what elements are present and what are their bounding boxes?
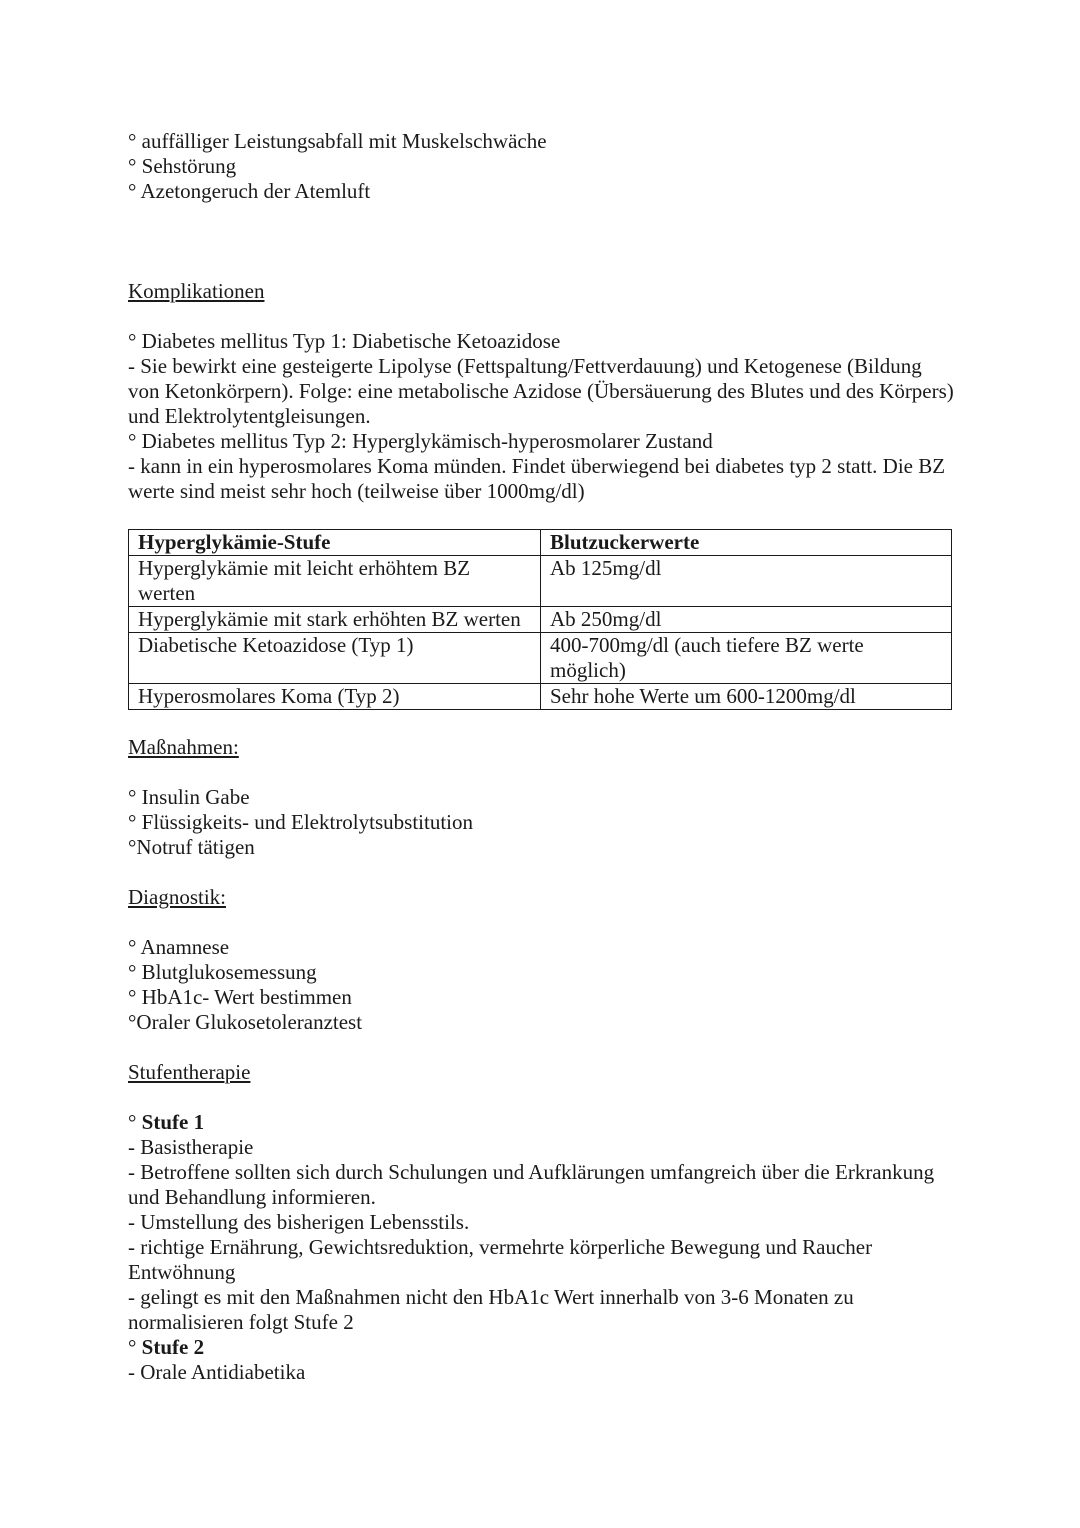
- glucose-table: [128, 529, 952, 710]
- table-header-cell: Hyperglykämie-Stufe: [129, 530, 541, 556]
- bullet-marker: °: [128, 1110, 142, 1134]
- bullet-marker: °: [128, 1335, 142, 1359]
- list-item: ° Flüssigkeits- und Elektrolytsubstitution: [128, 810, 473, 834]
- table-header-row: [129, 530, 952, 556]
- table-cell: Ab 250mg/dl: [541, 607, 952, 633]
- list-item: °Notruf tätigen: [128, 835, 255, 859]
- list-item: ° auffälliger Leistungsabfall mit Muskelschwäche: [128, 129, 547, 153]
- table-header-cell: Blutzuckerwerte: [541, 530, 952, 556]
- list-item: - Basistherapie: [128, 1135, 254, 1159]
- table-cell: Hyperglykämie mit leicht erhöhtem BZ werten: [129, 556, 541, 607]
- list-item: - gelingt es mit den Maßnahmen nicht den HbA1c Wert innerhalb von 3-6 Monaten zu normalisieren folgt Stufe 2: [128, 1285, 854, 1334]
- stage-1-title: [128, 1110, 958, 1135]
- complication-type2-title: ° Diabetes mellitus Typ 2: Hyperglykämisch-hyperosmolarer Zustand: [128, 429, 713, 453]
- table-row: [129, 684, 952, 710]
- section-heading-massnahmen: Maßnahmen:: [128, 735, 239, 759]
- stage-2-list: [128, 1360, 958, 1385]
- symptom-list: [128, 129, 958, 204]
- table-row: [129, 633, 952, 684]
- list-item: - richtige Ernährung, Gewichtsreduktion, vermehrte körperliche Bewegung und Raucher Entwöhnung: [128, 1235, 873, 1284]
- section-heading-komplikationen: Komplikationen: [128, 279, 265, 303]
- list-item: ° Blutglukosemessung: [128, 960, 317, 984]
- stage-2-title: [128, 1335, 958, 1360]
- section-heading-diagnostik: Diagnostik:: [128, 885, 226, 909]
- complication-type1-title: ° Diabetes mellitus Typ 1: Diabetische Ketoazidose: [128, 329, 561, 353]
- measures-list: [128, 785, 958, 860]
- diagnostics-list: [128, 935, 958, 1035]
- section-heading-stufentherapie: Stufentherapie: [128, 1060, 251, 1084]
- stage-title: Stufe 1: [141, 1110, 205, 1134]
- table-cell: Hyperosmolares Koma (Typ 2): [129, 684, 541, 710]
- list-item: ° Azetongeruch der Atemluft: [128, 179, 371, 203]
- list-item: - Umstellung des bisherigen Lebensstils.: [128, 1210, 470, 1234]
- table-cell: 400-700mg/dl (auch tiefere BZ werte möglich): [541, 633, 952, 684]
- table-cell: Hyperglykämie mit stark erhöhten BZ werten: [129, 607, 541, 633]
- list-item: ° Anamnese: [128, 935, 230, 959]
- list-item: ° Insulin Gabe: [128, 785, 250, 809]
- table-cell: Sehr hohe Werte um 600-1200mg/dl: [541, 684, 952, 710]
- list-item: - Orale Antidiabetika: [128, 1360, 306, 1384]
- list-item: °Oraler Glukosetoleranztest: [128, 1010, 363, 1034]
- list-item: ° Sehstörung: [128, 154, 237, 178]
- complication-type1-text: - Sie bewirkt eine gesteigerte Lipolyse (Fettspaltung/Fettverdauung) und Ketogenese (Bildung von Ketonkörpern). Folge: eine metabolische Azidose (Übersäuerung des Blutes und des Körpers) und Elektrolytentgleisungen.: [128, 354, 954, 428]
- complication-type2-text: - kann in ein hyperosmolares Koma münden. Findet überwiegend bei diabetes typ 2 statt. Die BZ werte sind meist sehr hoch (teilweise über 1000mg/dl): [128, 454, 946, 503]
- stage-1-list: [128, 1135, 958, 1335]
- list-item: ° HbA1c- Wert bestimmen: [128, 985, 352, 1009]
- table-cell: Ab 125mg/dl: [541, 556, 952, 607]
- list-item: - Betroffene sollten sich durch Schulungen und Aufklärungen umfangreich über die Erkrankung und Behandlung informieren.: [128, 1160, 935, 1209]
- document-page: [128, 129, 958, 1385]
- table-cell: Diabetische Ketoazidose (Typ 1): [129, 633, 541, 684]
- table-row: [129, 607, 952, 633]
- stage-title: Stufe 2: [141, 1335, 205, 1359]
- table-row: [129, 556, 952, 607]
